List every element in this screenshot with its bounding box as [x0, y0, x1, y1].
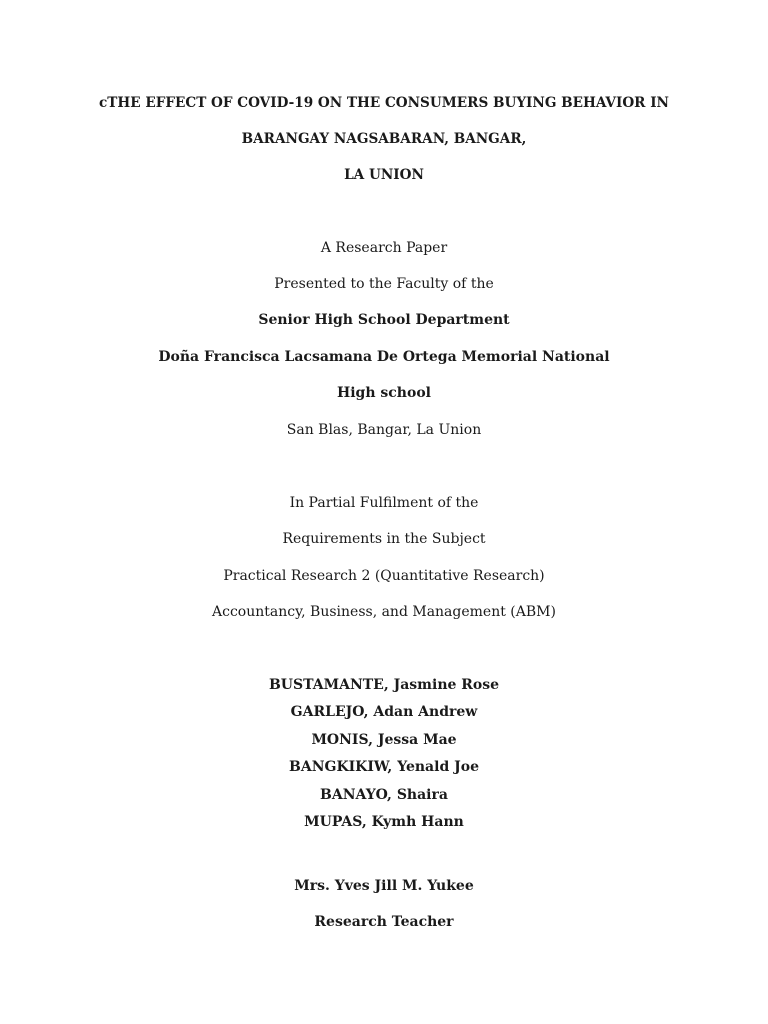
- teacher-name: Mrs. Yves Jill M. Yukee: [294, 878, 474, 894]
- department-name: Senior High School Department: [258, 312, 510, 328]
- author-given-name: Adan Andrew: [373, 704, 478, 720]
- author-surname: MUPAS,: [304, 814, 367, 830]
- title-line-3: LA UNION: [344, 167, 424, 183]
- subject-name: Practical Research 2 (Quantitative Research): [223, 568, 545, 584]
- author-6: [0, 813, 768, 831]
- strand-name: Accountancy, Business, and Management (ABM): [212, 604, 556, 620]
- title-line-2: BARANGAY NAGSABARAN, BANGAR,: [241, 131, 527, 147]
- author-given-name: Jasmine Rose: [393, 677, 500, 693]
- fulfilment-line-2: Requirements in the Subject: [282, 531, 486, 547]
- school-name-line-1: Doña Francisca Lacsamana De Ortega Memorial National: [158, 349, 610, 365]
- author-surname: MONIS,: [311, 732, 373, 748]
- fulfilment-line-1: In Partial Fulfilment of the: [289, 495, 479, 511]
- author-surname: GARLEJO,: [290, 704, 369, 720]
- teacher-role: Research Teacher: [314, 914, 454, 930]
- author-5: [0, 786, 768, 804]
- author-1: [0, 676, 768, 694]
- author-given-name: Kymh Hann: [371, 814, 464, 830]
- school-address: San Blas, Bangar, La Union: [286, 422, 482, 438]
- author-given-name: Jessa Mae: [377, 732, 457, 748]
- author-surname: BANGKIKIW,: [289, 759, 393, 775]
- author-given-name: Shaira: [396, 787, 448, 803]
- author-2: [0, 703, 768, 721]
- title-line-1: cTHE EFFECT OF COVID-19 ON THE CONSUMERS BUYING BEHAVIOR IN: [99, 95, 669, 111]
- author-4: [0, 758, 768, 776]
- author-surname: BANAYO,: [320, 787, 392, 803]
- author-given-name: Yenald Joe: [397, 759, 479, 775]
- presented-to-line: Presented to the Faculty of the: [274, 276, 494, 292]
- school-name-line-2: High school: [337, 385, 431, 401]
- author-surname: BUSTAMANTE,: [268, 677, 389, 693]
- research-paper-label: A Research Paper: [320, 240, 448, 256]
- author-3: [0, 731, 768, 749]
